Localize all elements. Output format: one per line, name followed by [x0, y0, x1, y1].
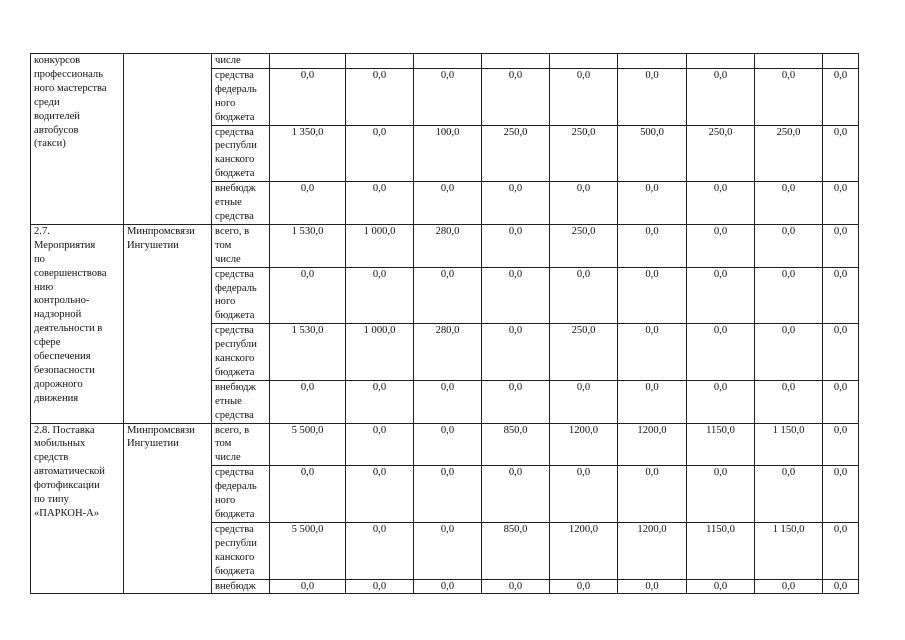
- executor-line: Минпромсвязи: [127, 225, 195, 237]
- executor-cell: [124, 423, 212, 594]
- measure-name-line: совершенствова: [34, 267, 107, 279]
- measure-name-line: 2.7.: [34, 225, 50, 237]
- amount-cell: 0,0: [270, 579, 346, 594]
- funding-source-line: бюджета: [215, 565, 255, 577]
- amount-cell: 0,0: [482, 182, 550, 225]
- amount-cell: 250,0: [482, 125, 550, 182]
- table-row: [31, 423, 859, 466]
- amount-cell: 0,0: [414, 579, 482, 594]
- measure-name-line: мобильных: [34, 438, 86, 450]
- amount-cell: [482, 54, 550, 69]
- amount-cell: 0,0: [414, 267, 482, 324]
- measure-name-line: конкурсов: [34, 55, 81, 66]
- amount-cell: 0,0: [482, 224, 550, 267]
- funding-source-cell: [212, 182, 270, 225]
- amount-cell: 0,0: [346, 68, 414, 125]
- funding-source-line: бюджета: [215, 310, 255, 322]
- funding-source-line: канского: [215, 154, 255, 166]
- amount-cell: 0,0: [755, 182, 823, 225]
- amount-cell: 0,0: [346, 125, 414, 182]
- amount-cell: 0,0: [482, 579, 550, 594]
- funding-source-cell: [212, 579, 270, 594]
- funding-source-cell: [212, 423, 270, 466]
- amount-cell: [414, 54, 482, 69]
- amount-cell: 250,0: [755, 125, 823, 182]
- amount-cell: 1 000,0: [346, 224, 414, 267]
- funding-source-line: средства: [215, 523, 254, 535]
- amount-cell: 0,0: [550, 267, 618, 324]
- amount-cell: 0,0: [755, 466, 823, 523]
- funding-source-line: средства: [215, 467, 254, 479]
- amount-cell: 0,0: [823, 224, 859, 267]
- amount-cell: 0,0: [618, 267, 687, 324]
- executor-line: Минпромсвязи: [127, 424, 195, 436]
- funding-source-line: етные: [215, 395, 242, 407]
- funding-source-cell: [212, 267, 270, 324]
- amount-cell: 0,0: [618, 324, 687, 381]
- amount-cell: 0,0: [755, 324, 823, 381]
- amount-cell: 0,0: [823, 466, 859, 523]
- funding-source-line: том: [215, 239, 232, 251]
- amount-cell: 0,0: [618, 224, 687, 267]
- amount-cell: 0,0: [823, 423, 859, 466]
- funding-source-line: канского: [215, 551, 255, 563]
- funding-source-line: етные: [215, 197, 242, 209]
- measure-name-line: среди: [34, 96, 60, 108]
- amount-cell: 1150,0: [687, 522, 755, 579]
- funding-source-line: ного: [215, 97, 236, 109]
- funding-source-cell: [212, 125, 270, 182]
- amount-cell: 5 500,0: [270, 522, 346, 579]
- amount-cell: 1 530,0: [270, 224, 346, 267]
- amount-cell: 0,0: [687, 68, 755, 125]
- funding-source-line: числе: [215, 452, 241, 464]
- funding-source-line: внебюдж: [215, 183, 256, 195]
- amount-cell: 850,0: [482, 522, 550, 579]
- amount-cell: 1 350,0: [270, 125, 346, 182]
- executor-line: Ингушетии: [127, 239, 179, 251]
- budget-table: [30, 53, 859, 594]
- amount-cell: 0,0: [270, 182, 346, 225]
- executor-line: Ингушетии: [127, 438, 179, 450]
- measure-name-line: автобусов: [34, 124, 79, 136]
- measure-name-line: «ПАРКОН-А»: [34, 508, 100, 519]
- measure-name-line: дорожного: [34, 378, 83, 390]
- funding-source-line: средства: [215, 325, 254, 337]
- amount-cell: [687, 54, 755, 69]
- amount-cell: 0,0: [755, 224, 823, 267]
- amount-cell: 0,0: [618, 579, 687, 594]
- measure-name-cell: [31, 54, 124, 225]
- amount-cell: 0,0: [755, 267, 823, 324]
- funding-source-cell: [212, 466, 270, 523]
- amount-cell: 0,0: [270, 267, 346, 324]
- measure-name-line: сфере: [34, 337, 61, 349]
- amount-cell: 0,0: [414, 423, 482, 466]
- amount-cell: 0,0: [823, 125, 859, 182]
- amount-cell: 0,0: [687, 579, 755, 594]
- amount-cell: 1 150,0: [755, 423, 823, 466]
- amount-cell: 0,0: [482, 68, 550, 125]
- measure-name-line: контрольно-: [34, 295, 90, 307]
- executor-cell: [124, 224, 212, 423]
- amount-cell: 0,0: [550, 380, 618, 423]
- amount-cell: 0,0: [270, 68, 346, 125]
- amount-cell: 0,0: [687, 267, 755, 324]
- funding-source-line: бюджета: [215, 366, 255, 378]
- measure-name-line: Мероприятия: [34, 239, 96, 251]
- amount-cell: 0,0: [270, 380, 346, 423]
- amount-cell: 0,0: [687, 182, 755, 225]
- amount-cell: [270, 54, 346, 69]
- funding-source-line: средства: [215, 409, 254, 421]
- amount-cell: 1 150,0: [755, 522, 823, 579]
- amount-cell: 0,0: [823, 579, 859, 594]
- amount-cell: 0,0: [755, 68, 823, 125]
- measure-name-line: водителей: [34, 110, 80, 122]
- funding-source-line: республи: [215, 140, 257, 152]
- measure-name-line: обеспечения: [34, 351, 91, 363]
- measure-name-line: 2.8. Поставка: [34, 424, 95, 436]
- amount-cell: 0,0: [823, 267, 859, 324]
- funding-source-line: средства: [215, 126, 254, 138]
- amount-cell: 0,0: [346, 380, 414, 423]
- funding-source-cell: [212, 522, 270, 579]
- funding-source-line: том: [215, 438, 232, 450]
- amount-cell: 1200,0: [550, 423, 618, 466]
- amount-cell: 0,0: [482, 466, 550, 523]
- funding-source-line: средства: [215, 268, 254, 280]
- measure-name-line: безопасности: [34, 364, 95, 376]
- amount-cell: 0,0: [618, 380, 687, 423]
- amount-cell: 0,0: [550, 466, 618, 523]
- funding-source-cell: [212, 380, 270, 423]
- amount-cell: 0,0: [414, 466, 482, 523]
- amount-cell: 1200,0: [618, 522, 687, 579]
- measure-name-line: автоматической: [34, 466, 105, 478]
- funding-source-line: ного: [215, 296, 236, 308]
- measure-name-line: фотофиксации: [34, 480, 100, 492]
- amount-cell: [755, 54, 823, 69]
- amount-cell: 0,0: [823, 68, 859, 125]
- amount-cell: [618, 54, 687, 69]
- measure-name-line: ного мастерства: [34, 82, 107, 94]
- amount-cell: 0,0: [414, 380, 482, 423]
- funding-source-line: бюджета: [215, 111, 255, 123]
- funding-source-line: бюджета: [215, 509, 255, 520]
- funding-source-line: числе: [215, 253, 241, 265]
- funding-source-line: федераль: [215, 83, 257, 95]
- amount-cell: 0,0: [346, 466, 414, 523]
- amount-cell: 0,0: [687, 224, 755, 267]
- amount-cell: 500,0: [618, 125, 687, 182]
- funding-source-cell: [212, 324, 270, 381]
- amount-cell: 5 500,0: [270, 423, 346, 466]
- amount-cell: 0,0: [618, 182, 687, 225]
- measure-name-line: средств: [34, 452, 69, 464]
- funding-source-cell: [212, 68, 270, 125]
- amount-cell: 280,0: [414, 224, 482, 267]
- amount-cell: 250,0: [550, 324, 618, 381]
- executor-cell: [124, 54, 212, 225]
- amount-cell: 0,0: [346, 579, 414, 594]
- amount-cell: 250,0: [550, 125, 618, 182]
- amount-cell: 0,0: [687, 466, 755, 523]
- measure-name-line: по: [34, 253, 45, 265]
- amount-cell: 0,0: [687, 380, 755, 423]
- amount-cell: 0,0: [755, 380, 823, 423]
- amount-cell: 0,0: [346, 423, 414, 466]
- amount-cell: 0,0: [346, 182, 414, 225]
- funding-source-line: ного: [215, 495, 236, 507]
- amount-cell: 250,0: [687, 125, 755, 182]
- amount-cell: 250,0: [550, 224, 618, 267]
- funding-source-cell: [212, 54, 270, 69]
- amount-cell: 1200,0: [550, 522, 618, 579]
- amount-cell: 0,0: [414, 68, 482, 125]
- amount-cell: 0,0: [550, 68, 618, 125]
- amount-cell: 0,0: [482, 267, 550, 324]
- funding-source-cell: [212, 224, 270, 267]
- amount-cell: 280,0: [414, 324, 482, 381]
- funding-source-line: всего, в: [215, 225, 250, 237]
- table-row: [31, 54, 859, 69]
- funding-source-line: всего, в: [215, 424, 250, 436]
- amount-cell: 0,0: [482, 324, 550, 381]
- funding-source-line: внебюдж: [215, 381, 256, 393]
- amount-cell: 0,0: [618, 466, 687, 523]
- funding-source-line: канского: [215, 353, 255, 365]
- funding-source-line: средства: [215, 69, 254, 81]
- amount-cell: 0,0: [482, 380, 550, 423]
- measure-name-cell: [31, 224, 124, 423]
- measure-name-line: (такси): [34, 138, 66, 150]
- measure-name-line: нию: [34, 281, 54, 293]
- measure-name-line: по типу: [34, 494, 69, 506]
- amount-cell: 0,0: [823, 182, 859, 225]
- measure-name-line: надзорной: [34, 309, 82, 321]
- measure-name-line: деятельности в: [34, 323, 103, 335]
- amount-cell: 1150,0: [687, 423, 755, 466]
- amount-cell: [550, 54, 618, 69]
- amount-cell: 0,0: [414, 522, 482, 579]
- funding-source-line: средства: [215, 210, 254, 222]
- amount-cell: 850,0: [482, 423, 550, 466]
- amount-cell: 100,0: [414, 125, 482, 182]
- table-row: [31, 224, 859, 267]
- amount-cell: 0,0: [346, 267, 414, 324]
- amount-cell: 0,0: [618, 68, 687, 125]
- amount-cell: 1 000,0: [346, 324, 414, 381]
- amount-cell: 0,0: [687, 324, 755, 381]
- funding-source-line: республи: [215, 339, 257, 351]
- amount-cell: 0,0: [346, 522, 414, 579]
- amount-cell: [823, 54, 859, 69]
- amount-cell: 1200,0: [618, 423, 687, 466]
- measure-name-line: движения: [34, 392, 79, 404]
- amount-cell: 0,0: [823, 380, 859, 423]
- amount-cell: 1 530,0: [270, 324, 346, 381]
- amount-cell: [346, 54, 414, 69]
- amount-cell: 0,0: [823, 522, 859, 579]
- amount-cell: 0,0: [823, 324, 859, 381]
- measure-name-line: профессиональ: [34, 68, 104, 80]
- funding-source-line: федераль: [215, 481, 257, 493]
- funding-source-line: бюджета: [215, 168, 255, 180]
- amount-cell: 0,0: [414, 182, 482, 225]
- funding-source-line: числе: [215, 55, 241, 66]
- amount-cell: 0,0: [755, 579, 823, 594]
- funding-source-line: федераль: [215, 282, 257, 294]
- amount-cell: 0,0: [550, 182, 618, 225]
- amount-cell: 0,0: [270, 466, 346, 523]
- measure-name-cell: [31, 423, 124, 594]
- funding-source-line: внебюдж: [215, 580, 256, 592]
- amount-cell: 0,0: [550, 579, 618, 594]
- funding-source-line: республи: [215, 537, 257, 549]
